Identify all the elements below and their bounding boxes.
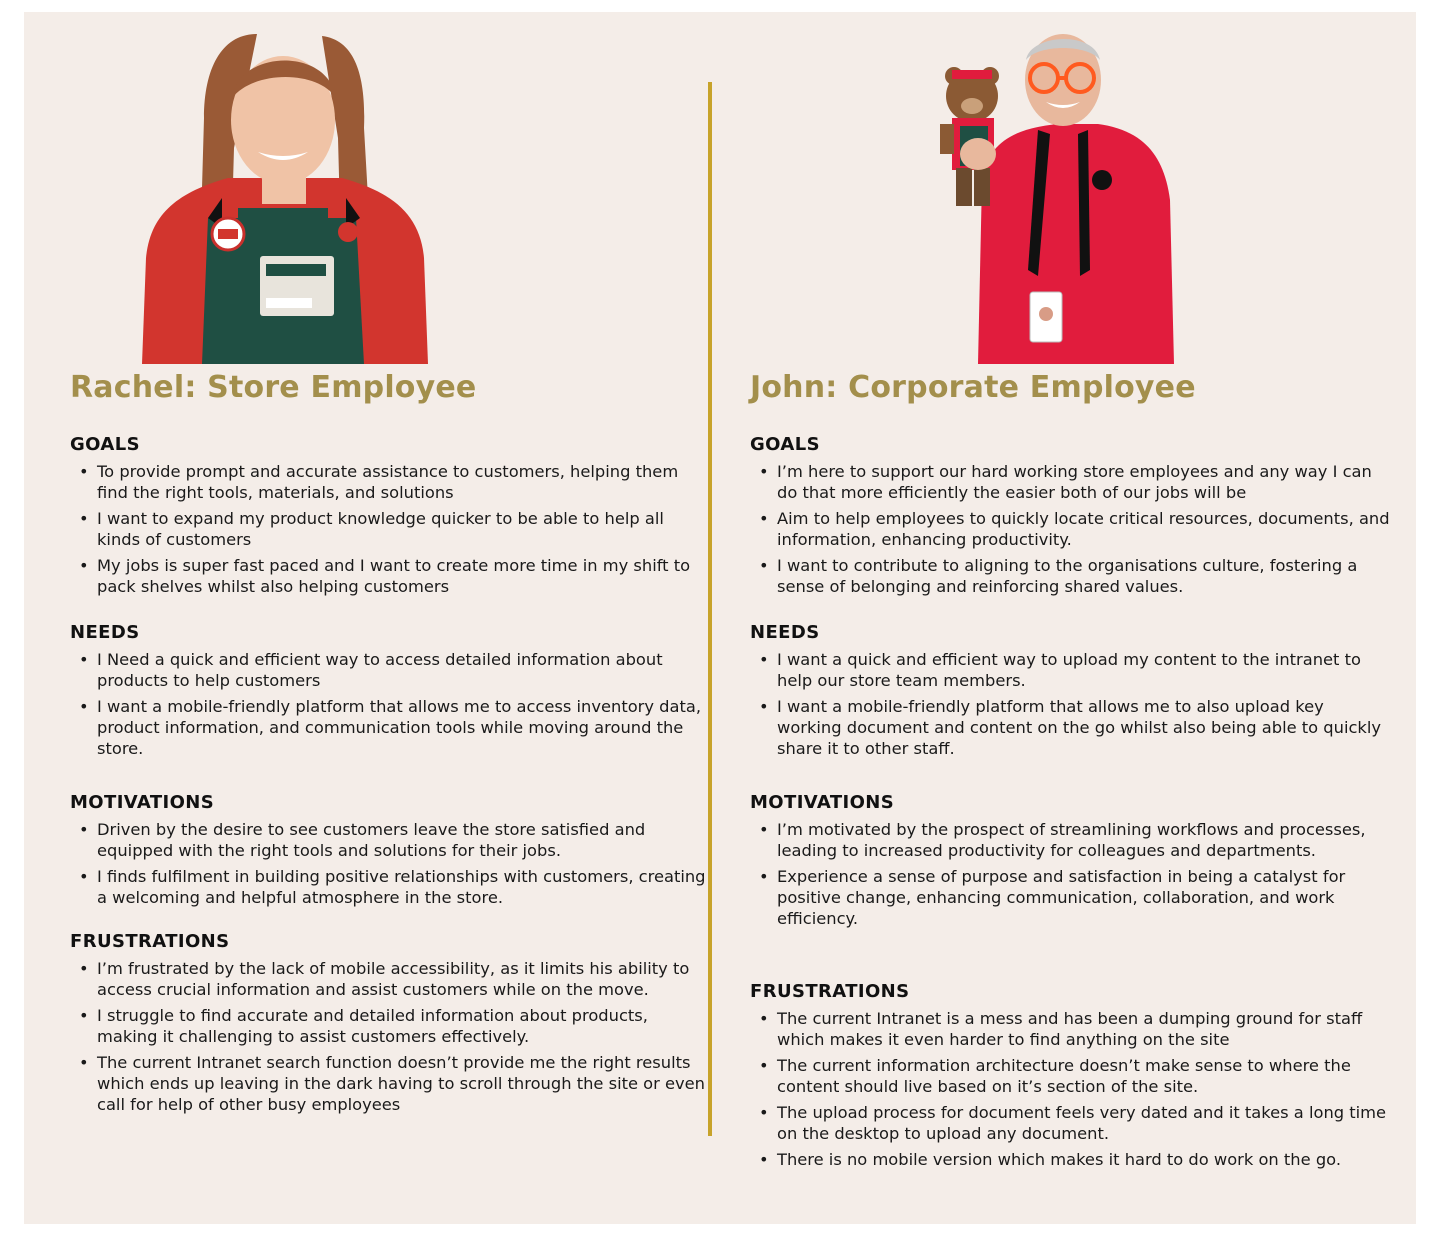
list-item: • I’m here to support our hard working store employees and any way I can do that more efficiently the easier both of our jobs will be [750, 461, 1390, 503]
john-photo [938, 30, 1178, 364]
motivations-section [750, 792, 1390, 934]
list-item: • The current information architecture doesn’t make sense to where the content should live based on it’s section of the site. [750, 1055, 1390, 1097]
motivations-section [70, 792, 710, 913]
list-item: • Driven by the desire to see customers leave the store satisfied and equipped with the right tools and solutions for their jobs. [70, 819, 710, 861]
needs-section [750, 622, 1390, 764]
list-item: • I’m frustrated by the lack of mobile accessibility, as it limits his ability to access crucial information and assist customers while on the move. [70, 958, 710, 1000]
list-item: • Experience a sense of purpose and satisfaction in being a catalyst for positive change, enhancing communication, collaboration, and work efficiency. [750, 866, 1390, 929]
list-item: • I want to expand my product knowledge quicker to be able to help all kinds of customers [70, 508, 710, 550]
section-title: GOALS [70, 434, 140, 455]
list-item: • I want a quick and efficient way to upload my content to the intranet to help our store team members. [750, 649, 1390, 691]
section-title: GOALS [750, 434, 820, 455]
section-title: FRUSTRATIONS [70, 931, 230, 952]
list-item: • To provide prompt and accurate assistance to customers, helping them find the right tools, materials, and solutions [70, 461, 710, 503]
rachel-photo [142, 28, 428, 364]
section-title: NEEDS [70, 622, 140, 643]
list-item: • I’m motivated by the prospect of streamlining workflows and processes, leading to increased productivity for colleagues and departments. [750, 819, 1390, 861]
goals-section [70, 434, 710, 602]
frustrations-section [70, 931, 710, 1120]
section-title: NEEDS [750, 622, 820, 643]
section-title: MOTIVATIONS [750, 792, 895, 813]
list-item: • Aim to help employees to quickly locate critical resources, documents, and information, enhancing productivity. [750, 508, 1390, 550]
list-item: • I finds fulfilment in building positive relationships with customers, creating a welcoming and helpful atmosphere in the store. [70, 866, 710, 908]
frustrations-section [750, 981, 1390, 1175]
goals-section [750, 434, 1390, 602]
list-item: • The current Intranet search function doesn’t provide me the right results which ends up leaving in the dark having to scroll through the site or even call for help of other busy employees [70, 1052, 710, 1115]
list-item: • I Need a quick and efficient way to access detailed information about products to help customers [70, 649, 710, 691]
list-item: • I want to contribute to aligning to the organisations culture, fostering a sense of belonging and reinforcing shared values. [750, 555, 1390, 597]
section-title: MOTIVATIONS [70, 792, 215, 813]
list-item: • My jobs is super fast paced and I want to create more time in my shift to pack shelves whilst also helping customers [70, 555, 710, 597]
list-item: • I want a mobile-friendly platform that allows me to access inventory data, product information, and communication tools while moving around the store. [70, 696, 710, 759]
list-item: • I struggle to find accurate and detailed information about products, making it challenging to assist customers effectively. [70, 1005, 710, 1047]
list-item: • I want a mobile-friendly platform that allows me to also upload key working document and content on the go whilst also being able to quickly share it to other staff. [750, 696, 1390, 759]
persona-name: Rachel: Store Employee [70, 370, 477, 405]
persona-name: John: Corporate Employee [750, 370, 1196, 405]
list-item: • The current Intranet is a mess and has been a dumping ground for staff which makes it even harder to find anything on the site [750, 1008, 1390, 1050]
list-item: • There is no mobile version which makes it hard to do work on the go. [750, 1149, 1390, 1170]
needs-section [70, 622, 710, 764]
list-item: • The upload process for document feels very dated and it takes a long time on the desktop to upload any document. [750, 1102, 1390, 1144]
section-title: FRUSTRATIONS [750, 981, 910, 1002]
